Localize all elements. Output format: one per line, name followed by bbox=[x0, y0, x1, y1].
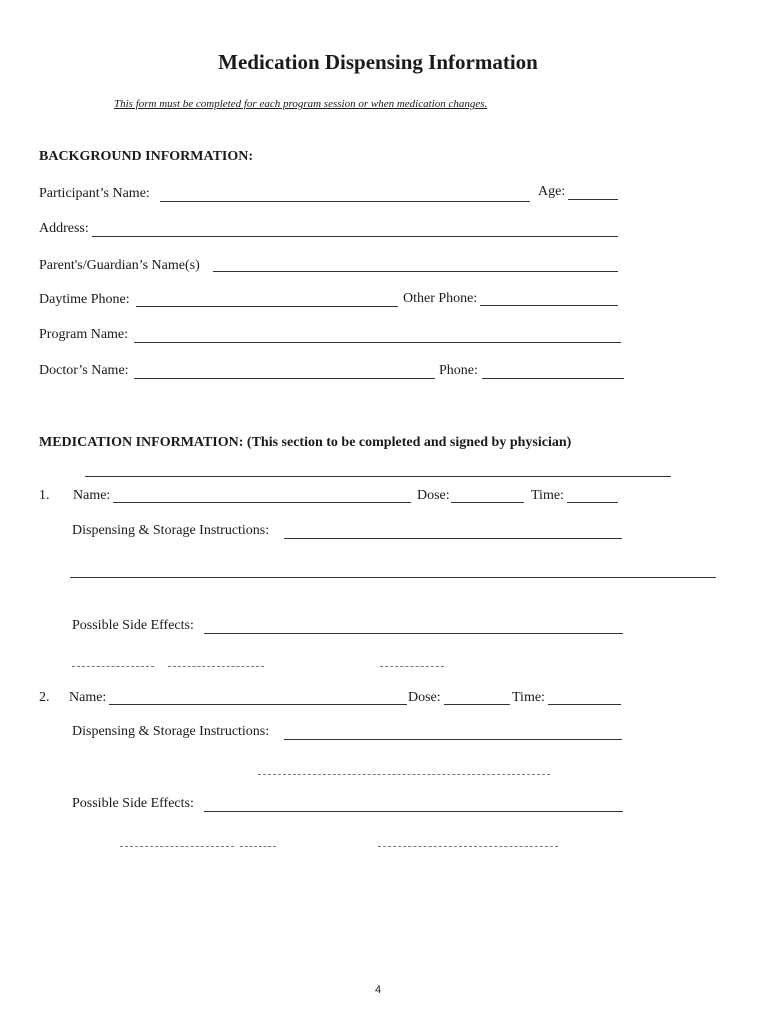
medication-2-number: 2. bbox=[39, 690, 50, 705]
medication-1-side-effects-label: Possible Side Effects: bbox=[72, 618, 194, 633]
medication-1-instructions-field-line-2[interactable] bbox=[70, 577, 716, 578]
address-label: Address: bbox=[39, 221, 89, 236]
form-instructions: This form must be completed for each program session or when medication changes. bbox=[114, 98, 488, 110]
faint-line bbox=[258, 774, 550, 775]
medication-1-dose-label: Dose: bbox=[417, 488, 450, 503]
medication-1-instructions-label: Dispensing & Storage Instructions: bbox=[72, 523, 270, 538]
faint-line bbox=[168, 666, 264, 667]
participant-name-field[interactable] bbox=[160, 201, 530, 202]
address-field[interactable] bbox=[92, 236, 618, 237]
medication-2-name-label: Name: bbox=[69, 690, 107, 705]
other-phone-field[interactable] bbox=[480, 305, 618, 306]
program-name-label: Program Name: bbox=[39, 327, 129, 342]
medication-1-name-field[interactable] bbox=[113, 502, 411, 503]
faint-line bbox=[72, 666, 154, 667]
guardian-name-label: Parent's/Guardian’s Name(s) bbox=[39, 258, 200, 273]
medication-2-instructions-label: Dispensing & Storage Instructions: bbox=[72, 724, 270, 739]
medication-heading: MEDICATION INFORMATION: (This section to be completed and signed by physician) bbox=[39, 435, 572, 450]
doctor-name-field[interactable] bbox=[134, 378, 435, 379]
medication-1-instructions-field[interactable] bbox=[284, 538, 622, 539]
doctor-name-label: Doctor’s Name: bbox=[39, 363, 129, 378]
daytime-phone-label: Daytime Phone: bbox=[39, 292, 130, 307]
other-phone-label: Other Phone: bbox=[403, 291, 478, 306]
background-heading: BACKGROUND INFORMATION: bbox=[39, 149, 254, 164]
medication-2-time-label: Time: bbox=[512, 690, 545, 705]
medication-1-side-effects-field[interactable] bbox=[204, 633, 623, 634]
medication-2-side-effects-label: Possible Side Effects: bbox=[72, 796, 194, 811]
medication-1-dose-field[interactable] bbox=[451, 502, 524, 503]
guardian-name-field[interactable] bbox=[213, 271, 618, 272]
page-number: 4 bbox=[374, 984, 382, 996]
participant-name-label: Participant’s Name: bbox=[39, 186, 150, 201]
faint-line bbox=[120, 846, 234, 847]
medication-1-number: 1. bbox=[39, 488, 50, 503]
faint-line bbox=[378, 846, 558, 847]
medication-2-dose-field[interactable] bbox=[444, 704, 510, 705]
faint-line bbox=[380, 666, 444, 667]
medication-1-time-label: Time: bbox=[531, 488, 564, 503]
medication-1-time-field[interactable] bbox=[567, 502, 618, 503]
medication-2-instructions-field[interactable] bbox=[284, 739, 622, 740]
medication-2-name-field[interactable] bbox=[109, 704, 407, 705]
divider bbox=[85, 476, 671, 477]
medication-2-time-field[interactable] bbox=[548, 704, 621, 705]
medication-2-side-effects-field[interactable] bbox=[204, 811, 623, 812]
medication-2-dose-label: Dose: bbox=[408, 690, 441, 705]
page-title: Medication Dispensing Information bbox=[218, 50, 538, 74]
daytime-phone-field[interactable] bbox=[136, 306, 398, 307]
doctor-phone-field[interactable] bbox=[482, 378, 624, 379]
medication-1-name-label: Name: bbox=[73, 488, 111, 503]
doctor-phone-label: Phone: bbox=[439, 363, 478, 378]
age-field[interactable] bbox=[568, 199, 618, 200]
faint-line bbox=[240, 846, 276, 847]
age-label: Age: bbox=[538, 184, 566, 199]
program-name-field[interactable] bbox=[134, 342, 621, 343]
